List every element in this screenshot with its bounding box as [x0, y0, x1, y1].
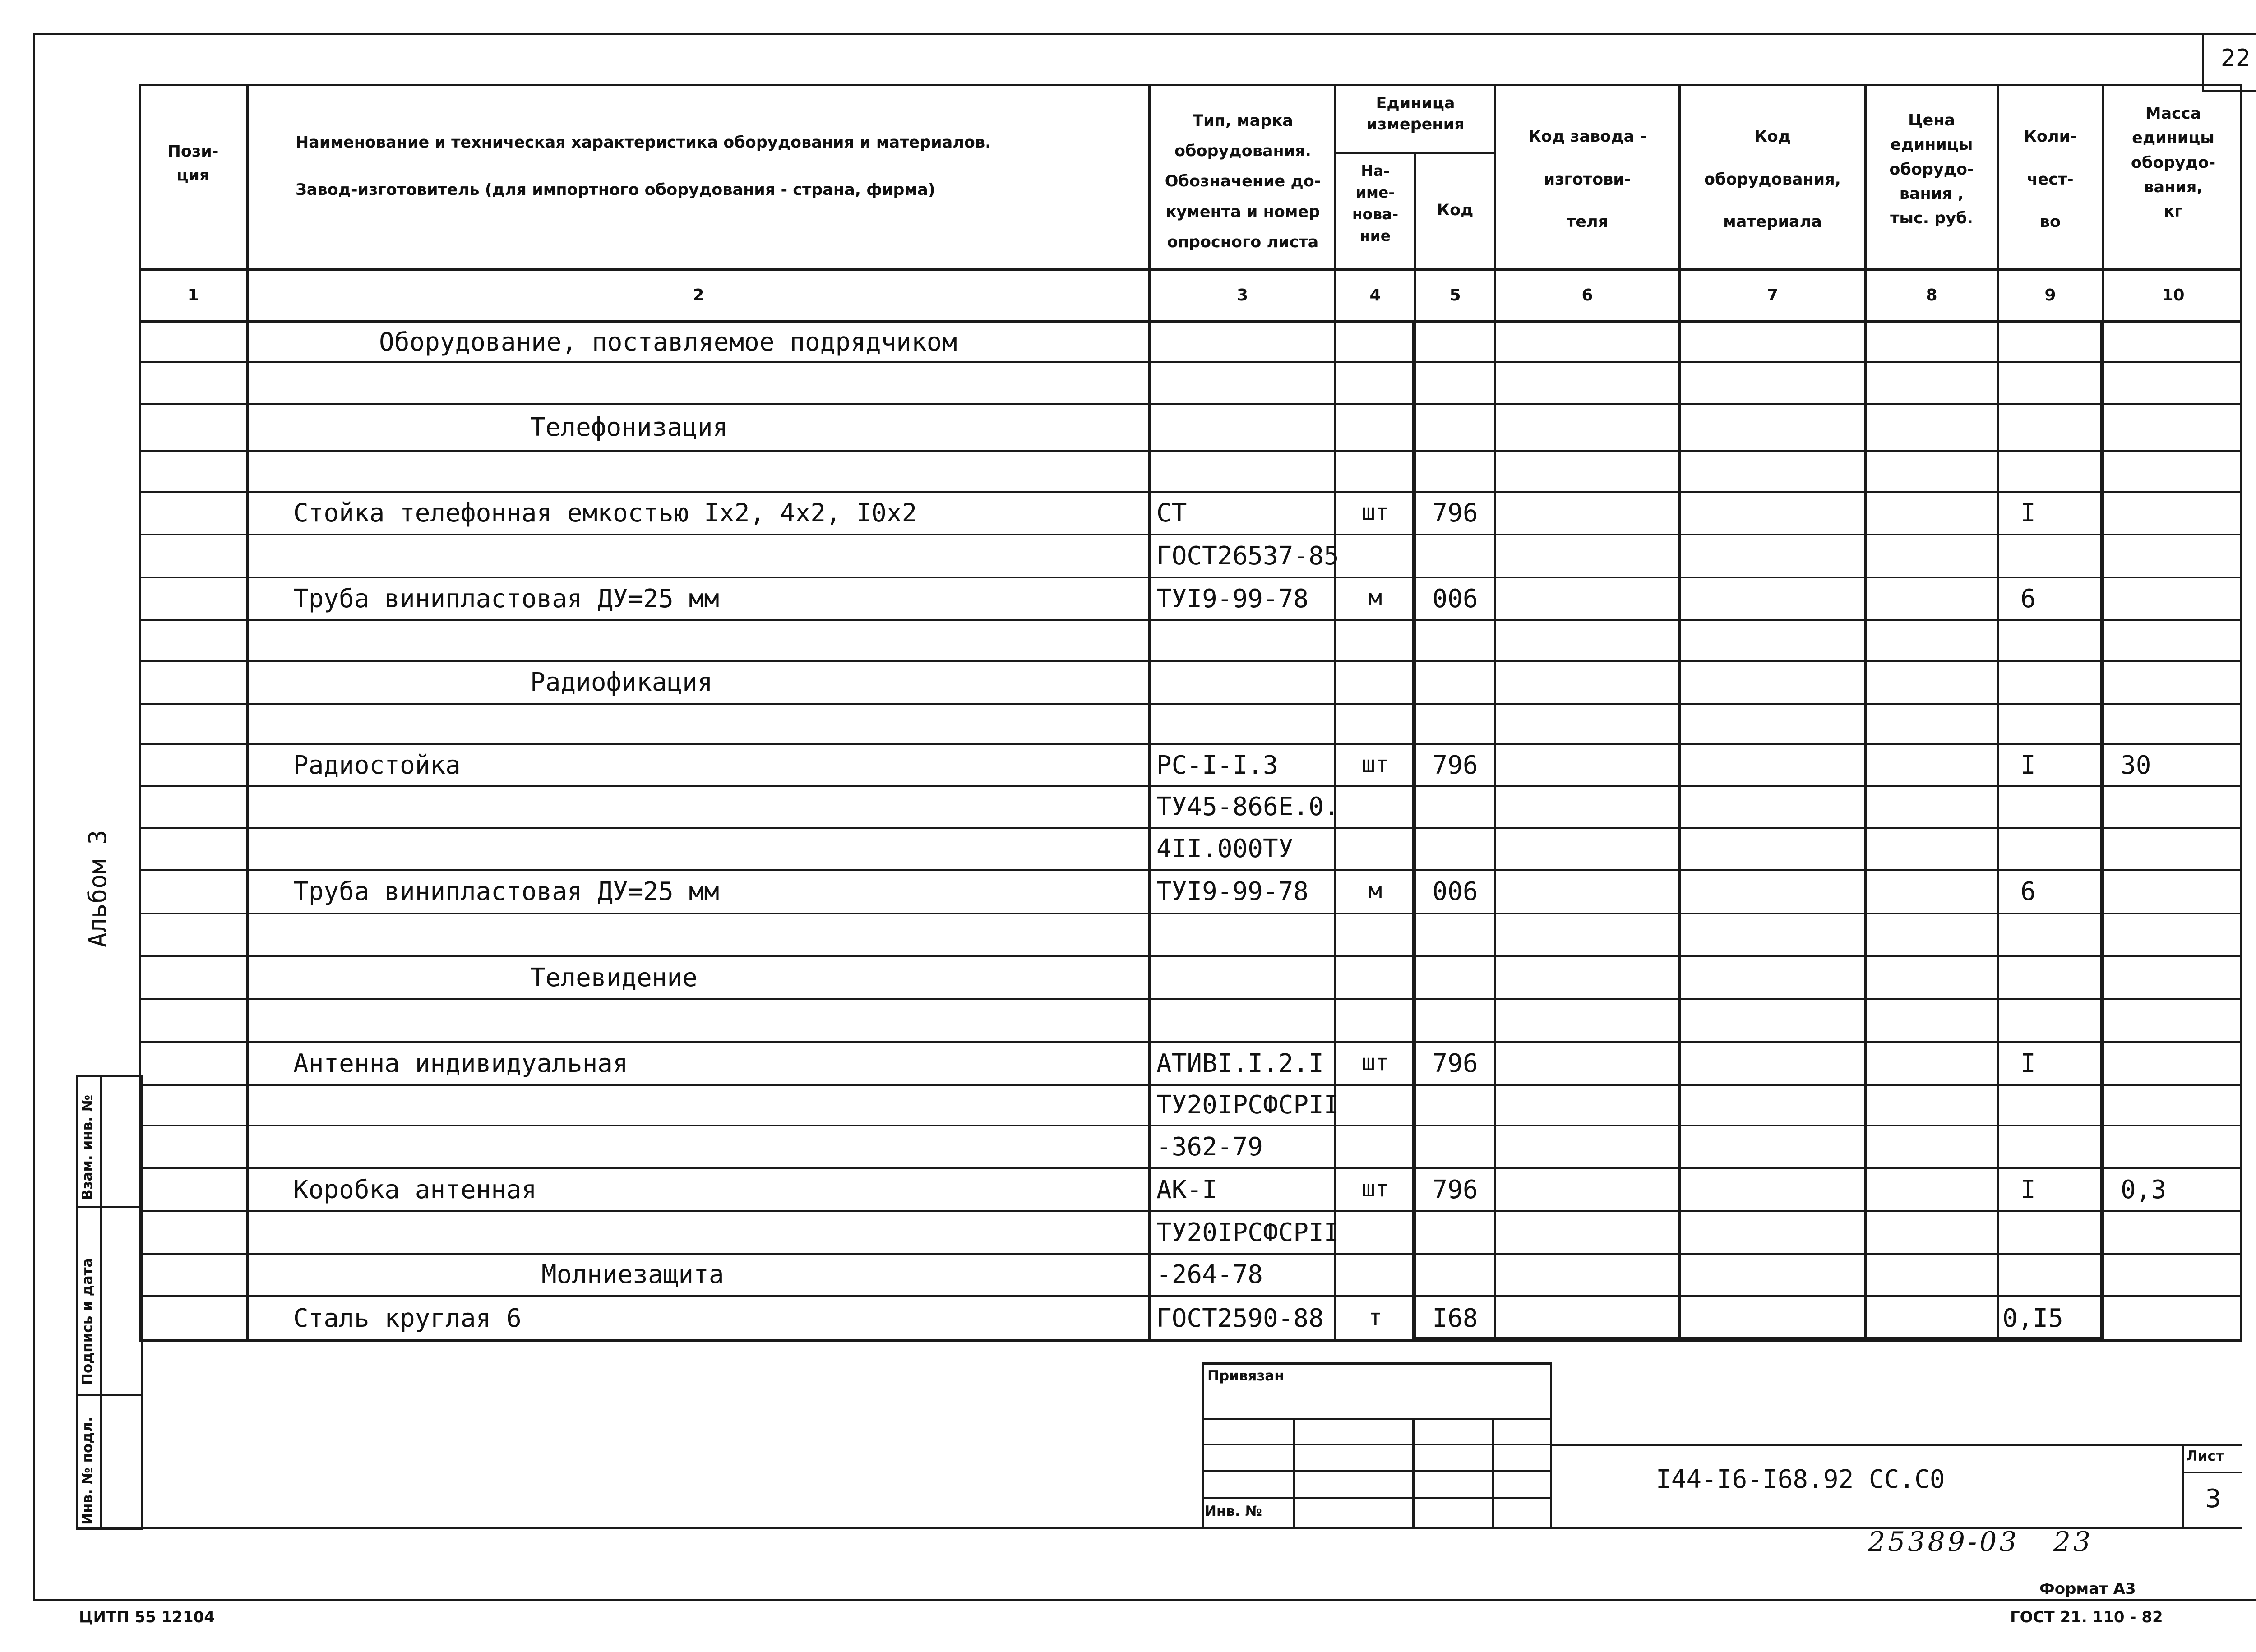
row-type-cell: СТ: [1156, 498, 1187, 528]
privyazan-vline-3: [1492, 1418, 1494, 1529]
row-code-cell: 796: [1432, 1175, 1478, 1204]
row-divider: [139, 1253, 2242, 1255]
row-divider: [139, 1210, 2242, 1212]
row-divider: [139, 1295, 2242, 1297]
row-type-cell: ТУ20IРСФСРII: [1156, 1218, 1339, 1247]
privyazan-line-3: [1202, 1470, 1552, 1472]
row-qty-cell: I: [2020, 498, 2036, 528]
row-code-cell: 796: [1432, 1048, 1478, 1078]
binding-strip-divider: [100, 1075, 102, 1530]
page-number: 22: [2220, 45, 2251, 72]
album-label: Альбом 3: [83, 830, 112, 947]
row-type-cell: РС-I-I.3: [1156, 750, 1278, 780]
row-name-cell: Радиостойка: [293, 750, 461, 780]
inv-no-label: Инв. №: [1205, 1503, 1262, 1519]
row-name-cell: Радиофикация: [530, 667, 713, 697]
col-line-2: [1148, 84, 1151, 1342]
row-qty-cell: I: [2020, 1175, 2036, 1204]
body-box-bottom: [1412, 1337, 2104, 1341]
row-name-cell: Труба винипластовая ДУ=25 мм: [293, 584, 720, 614]
row-type-cell: -264-78: [1156, 1260, 1263, 1289]
colnum-1: 1: [187, 286, 199, 305]
colnum-8: 8: [1926, 286, 1937, 305]
header-col4: На- име- нова- ние: [1352, 162, 1399, 245]
footer-code: ЦИТП 55 12104: [79, 1608, 215, 1626]
header-col6: Код завода - изготови- теля: [1528, 128, 1646, 231]
row-name-cell: Телевидение: [530, 963, 698, 992]
side-inv-podl: Инв. № подл.: [79, 1417, 96, 1525]
row-type-cell: ТУ45-866Е.0.: [1156, 792, 1339, 821]
row-divider: [139, 619, 2242, 621]
colnum-10: 10: [2162, 286, 2185, 305]
header-col10: Масса единицы оборудо- вания, кг: [2131, 105, 2216, 221]
header-col5: Код: [1437, 201, 1474, 219]
colnum-5: 5: [1449, 286, 1461, 305]
row-name-cell: Молниезащита: [541, 1260, 724, 1289]
row-unit-cell: м: [1368, 584, 1382, 611]
privyazan-vline-1: [1293, 1418, 1295, 1529]
list-box-split: [2182, 1472, 2242, 1473]
header-col8: Цена единицы оборудо- вания , тыс. руб.: [1889, 111, 1974, 227]
row-code-cell: 796: [1432, 750, 1478, 780]
colnum-3: 3: [1236, 286, 1248, 305]
row-divider: [139, 534, 2242, 535]
row-type-cell: АК-I: [1156, 1175, 1217, 1204]
header-col1: Пози- ция: [167, 143, 219, 185]
row-divider: [139, 1125, 2242, 1126]
colnum-6: 6: [1581, 286, 1593, 305]
list-number: 3: [2205, 1484, 2221, 1514]
col-line-6: [1678, 84, 1681, 1342]
row-divider: [139, 491, 2242, 493]
header-unit-group: Единица измерения: [1366, 94, 1465, 134]
row-name-cell: Сталь круглая 6: [293, 1304, 522, 1333]
privyazan-line-1: [1202, 1418, 1552, 1420]
row-code-cell: 006: [1432, 584, 1478, 614]
privyazan-line-2: [1202, 1444, 1552, 1445]
colnum-2: 2: [693, 286, 704, 305]
side-sign-date: Подпись и дата: [79, 1258, 96, 1385]
row-divider: [139, 785, 2242, 787]
header-col7: Код оборудования, материала: [1704, 128, 1841, 231]
row-divider: [139, 577, 2242, 578]
doc-code: I44-I6-I68.92 СС.С0: [1656, 1465, 1945, 1494]
row-code-cell: 796: [1432, 498, 1478, 528]
row-type-cell: -362-79: [1156, 1132, 1263, 1162]
row-name-cell: Оборудование, поставляемое подрядчиком: [379, 327, 957, 357]
side-inv-vzam: Взам. инв. №: [79, 1094, 96, 1200]
row-code-cell: 006: [1432, 877, 1478, 906]
row-type-cell: ГОСТ26537-85: [1156, 541, 1339, 571]
col-line-7: [1864, 84, 1867, 1342]
row-qty-cell: I: [2020, 750, 2036, 780]
row-divider: [139, 403, 2242, 405]
row-qty-cell: 6: [2020, 584, 2036, 614]
row-type-cell: АТИВI.I.2.I: [1156, 1048, 1324, 1078]
row-name-cell: Стойка телефонная емкостью Iх2, 4х2, I0х2: [293, 498, 917, 528]
row-divider: [139, 827, 2242, 829]
privyazan-line-4: [1202, 1497, 1552, 1499]
row-divider: [139, 743, 2242, 745]
header-col2: Наименование и техническая характеристика оборудования и материалов. Завод-изготовитель (для импортного оборудования - страна, фирма): [296, 134, 991, 199]
header-col9: Коли- чест- во: [2024, 128, 2077, 231]
row-divider: [139, 998, 2242, 1000]
col-line-8: [1997, 84, 1999, 1342]
row-type-cell: 4II.000ТУ: [1156, 834, 1294, 863]
body-box-right: [2100, 320, 2104, 1342]
row-divider: [139, 1167, 2242, 1169]
row-unit-cell: шт: [1361, 751, 1389, 777]
handwritten-number: 25389-03 23: [1868, 1526, 2094, 1558]
col-line-5: [1494, 84, 1496, 1342]
row-unit-cell: шт: [1361, 1175, 1389, 1202]
row-name-cell: Коробка антенная: [293, 1175, 537, 1204]
row-divider: [139, 955, 2242, 957]
row-divider: [139, 361, 2242, 363]
row-type-cell: ГОСТ2590-88: [1156, 1304, 1324, 1333]
row-name-cell: Антенна индивидуальная: [293, 1048, 628, 1078]
row-divider: [139, 1041, 2242, 1043]
header-bottom-line: [139, 268, 2242, 271]
row-qty-cell: 6: [2020, 877, 2036, 906]
row-mass-cell: 30: [2121, 750, 2151, 780]
row-qty-cell: 0,I5: [2002, 1304, 2063, 1333]
row-name-cell: Телефонизация: [530, 412, 728, 442]
row-name-cell: Труба винипластовая ДУ=25 мм: [293, 877, 720, 906]
row-mass-cell: 0,3: [2121, 1175, 2167, 1204]
colnum-9: 9: [2044, 286, 2056, 305]
privyazan-label: Привязан: [1207, 1368, 1284, 1384]
row-qty-cell: I: [2020, 1048, 2036, 1078]
binding-strip-sep2: [76, 1394, 143, 1396]
col-line-3: [1334, 84, 1336, 1342]
row-divider: [139, 913, 2242, 914]
row-unit-cell: м: [1368, 877, 1382, 904]
row-divider: [139, 660, 2242, 662]
row-unit-cell: шт: [1361, 498, 1389, 525]
header-col3: Тип, марка оборудования. Обозначение до- кумента и номер опросного листа: [1165, 112, 1321, 251]
colnum-4: 4: [1369, 286, 1381, 305]
gost-label: ГОСТ 21. 110 - 82: [2010, 1608, 2163, 1626]
col-line-1: [246, 84, 249, 1342]
row-divider: [139, 869, 2242, 871]
colnum-7: 7: [1766, 286, 1779, 305]
row-unit-cell: шт: [1361, 1049, 1389, 1075]
row-divider: [139, 1084, 2242, 1086]
title-block-top: [1552, 1444, 2242, 1446]
row-divider: [139, 703, 2242, 705]
format-label: Формат А3: [2039, 1580, 2136, 1598]
row-unit-cell: т: [1368, 1304, 1382, 1330]
list-label: Лист: [2186, 1448, 2224, 1464]
colnum-bottom-line: [139, 320, 2242, 323]
binding-strip-sep1: [76, 1206, 143, 1208]
row-divider: [139, 450, 2242, 452]
privyazan-vline-2: [1412, 1418, 1415, 1529]
row-code-cell: I68: [1432, 1304, 1478, 1333]
row-type-cell: ТУI9-99-78: [1156, 877, 1309, 906]
row-type-cell: ТУI9-99-78: [1156, 584, 1309, 614]
row-type-cell: ТУ20IРСФСРII: [1156, 1090, 1339, 1120]
